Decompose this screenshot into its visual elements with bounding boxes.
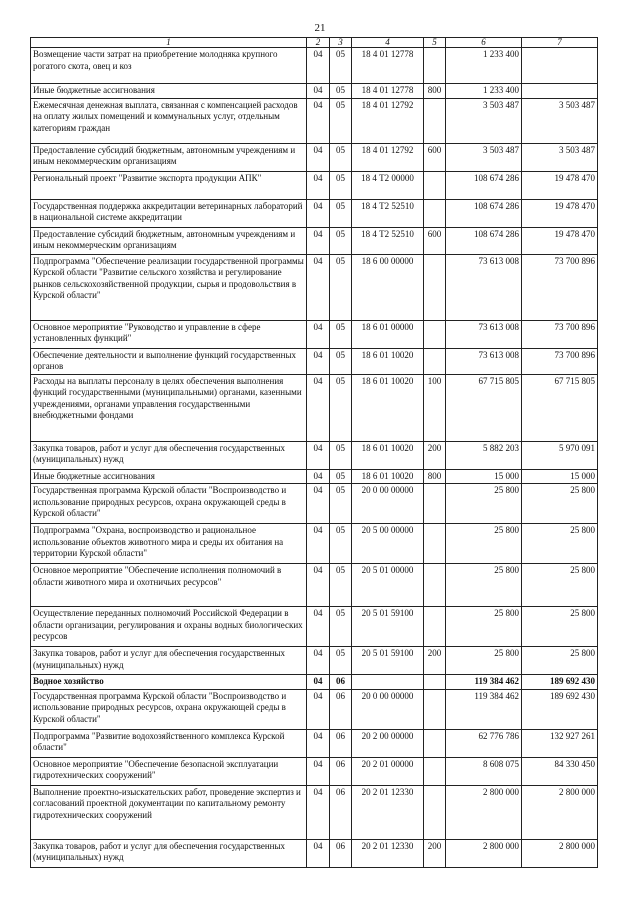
row-rz: 04 — [307, 143, 330, 171]
row-name: Государственная программа Курской области "Воспроизводство и использование природных ресурсов, охрана окружающей среды в Курской области" — [31, 484, 307, 524]
row-name: Подпрограмма "Охрана, воспроизводство и рациональное использование объектов животного мира и среды их обитания на территории Курской области" — [31, 524, 307, 564]
row-rz: 04 — [307, 199, 330, 227]
row-amount-2: 25 800 — [522, 484, 598, 524]
row-csr: 18 6 01 10020 — [352, 441, 424, 469]
row-amount-2: 73 700 896 — [522, 320, 598, 348]
row-rz: 04 — [307, 171, 330, 199]
row-name: Водное хозяйство — [31, 675, 307, 690]
table-row — [31, 607, 598, 647]
table-row — [31, 757, 598, 785]
row-amount-2: 19 478 470 — [522, 227, 598, 254]
row-name: Закупка товаров, работ и услуг для обеспечения государственных (муниципальных) нужд — [31, 839, 307, 867]
row-amount-1: 5 882 203 — [446, 441, 522, 469]
row-rz: 04 — [307, 469, 330, 484]
row-amount-1: 25 800 — [446, 647, 522, 675]
row-csr: 18 4 01 12792 — [352, 143, 424, 171]
row-name: Обеспечение деятельности и выполнение функций государственных органов — [31, 348, 307, 374]
row-pr: 05 — [330, 484, 352, 524]
row-vr — [424, 607, 446, 647]
row-csr: 18 6 01 10020 — [352, 469, 424, 484]
row-rz: 04 — [307, 348, 330, 374]
row-name: Иные бюджетные ассигнования — [31, 84, 307, 99]
row-pr: 05 — [330, 564, 352, 607]
table-row — [31, 729, 598, 757]
header-name: 1 — [31, 38, 307, 48]
row-amount-1: 67 715 805 — [446, 374, 522, 441]
row-amount-1: 73 613 008 — [446, 348, 522, 374]
row-amount-1: 3 503 487 — [446, 98, 522, 143]
row-amount-2: 189 692 430 — [522, 675, 598, 690]
row-csr: 20 5 01 00000 — [352, 564, 424, 607]
row-amount-1: 2 800 000 — [446, 785, 522, 839]
row-pr: 05 — [330, 374, 352, 441]
row-csr: 18 4 Т2 00000 — [352, 171, 424, 199]
row-amount-2: 3 503 487 — [522, 143, 598, 171]
row-amount-2: 73 700 896 — [522, 254, 598, 320]
row-name: Подпрограмма "Обеспечение реализации государственной программы Курской области "Развитие сельского хозяйства и регулирование рынков сельскохозяйственной продукции, сырья и продовольствия в Курской области" — [31, 254, 307, 320]
header-row — [31, 38, 598, 48]
row-pr: 06 — [330, 839, 352, 867]
row-name: Подпрограмма "Развитие водохозяйственного комплекса Курской области" — [31, 729, 307, 757]
row-pr: 05 — [330, 524, 352, 564]
row-pr: 05 — [330, 441, 352, 469]
row-vr — [424, 348, 446, 374]
row-csr: 18 6 00 00000 — [352, 254, 424, 320]
table-row — [31, 348, 598, 374]
header-csr: 4 — [352, 38, 424, 48]
table-row — [31, 675, 598, 690]
row-pr: 05 — [330, 254, 352, 320]
row-vr — [424, 675, 446, 690]
row-pr: 05 — [330, 320, 352, 348]
row-csr: 20 0 00 00000 — [352, 484, 424, 524]
row-pr: 06 — [330, 689, 352, 729]
row-name: Основное мероприятие "Руководство и управление в сфере установленных функций" — [31, 320, 307, 348]
row-csr: 20 2 00 00000 — [352, 729, 424, 757]
row-rz: 04 — [307, 48, 330, 84]
table-row — [31, 374, 598, 441]
row-amount-2: 25 800 — [522, 564, 598, 607]
row-pr: 05 — [330, 98, 352, 143]
row-amount-1: 8 608 075 — [446, 757, 522, 785]
row-pr: 05 — [330, 227, 352, 254]
row-name: Закупка товаров, работ и услуг для обеспечения государственных (муниципальных) нужд — [31, 441, 307, 469]
row-vr — [424, 729, 446, 757]
row-csr: 18 6 01 00000 — [352, 320, 424, 348]
row-name: Ежемесячная денежная выплата, связанная с компенсацией расходов на оплату жилых помещений и коммунальных услуг, отдельным категориям граждан — [31, 98, 307, 143]
table-row — [31, 98, 598, 143]
row-vr — [424, 689, 446, 729]
row-name: Государственная программа Курской области "Воспроизводство и использование природных ресурсов, охрана окружающей среды в Курской области" — [31, 689, 307, 729]
page-number: 21 — [314, 22, 326, 34]
row-amount-2: 189 692 430 — [522, 689, 598, 729]
row-rz: 04 — [307, 374, 330, 441]
header-amount-2: 7 — [522, 38, 598, 48]
row-amount-2: 2 800 000 — [522, 839, 598, 867]
row-csr: 20 2 01 12330 — [352, 839, 424, 867]
row-name: Региональный проект "Развитие экспорта продукции АПК" — [31, 171, 307, 199]
row-amount-2: 19 478 470 — [522, 171, 598, 199]
row-amount-1: 25 800 — [446, 564, 522, 607]
row-csr: 20 5 00 00000 — [352, 524, 424, 564]
row-csr: 20 0 00 00000 — [352, 689, 424, 729]
table-row — [31, 199, 598, 227]
table-row — [31, 48, 598, 84]
row-pr: 06 — [330, 785, 352, 839]
row-name: Расходы на выплаты персоналу в целях обеспечения выполнения функций государственными (муниципальными) органами, казенными учреждениями, органами управления государственными внебюджетными фондами — [31, 374, 307, 441]
row-amount-2: 132 927 261 — [522, 729, 598, 757]
row-pr: 05 — [330, 348, 352, 374]
row-pr: 06 — [330, 675, 352, 690]
row-vr: 200 — [424, 441, 446, 469]
row-csr: 18 6 01 10020 — [352, 348, 424, 374]
table-row — [31, 647, 598, 675]
row-amount-1: 108 674 286 — [446, 199, 522, 227]
table-row — [31, 785, 598, 839]
table-row — [31, 689, 598, 729]
row-amount-1: 73 613 008 — [446, 254, 522, 320]
row-vr: 600 — [424, 227, 446, 254]
row-vr — [424, 171, 446, 199]
row-rz: 04 — [307, 227, 330, 254]
row-csr: 18 4 01 12792 — [352, 98, 424, 143]
row-csr — [352, 675, 424, 690]
row-rz: 04 — [307, 607, 330, 647]
row-rz: 04 — [307, 647, 330, 675]
row-vr: 800 — [424, 469, 446, 484]
row-csr: 20 5 01 59100 — [352, 607, 424, 647]
row-amount-2: 25 800 — [522, 524, 598, 564]
table-row — [31, 524, 598, 564]
table-row — [31, 84, 598, 99]
row-pr: 05 — [330, 199, 352, 227]
row-vr — [424, 98, 446, 143]
row-amount-1: 73 613 008 — [446, 320, 522, 348]
row-vr — [424, 785, 446, 839]
header-vr: 5 — [424, 38, 446, 48]
row-amount-2: 73 700 896 — [522, 348, 598, 374]
row-amount-1: 108 674 286 — [446, 171, 522, 199]
row-amount-1: 2 800 000 — [446, 839, 522, 867]
table-row — [31, 484, 598, 524]
row-rz: 04 — [307, 839, 330, 867]
row-pr: 06 — [330, 757, 352, 785]
row-rz: 04 — [307, 757, 330, 785]
row-name: Выполнение проектно-изыскательских работ, проведение экспертиз и согласований проектной документации по капитальному ремонту гидротехнических сооружений — [31, 785, 307, 839]
table-row — [31, 171, 598, 199]
table-row — [31, 143, 598, 171]
row-vr — [424, 199, 446, 227]
row-vr — [424, 757, 446, 785]
table-row — [31, 469, 598, 484]
row-name: Возмещение части затрат на приобретение молодняка крупного рогатого скота, овец и коз — [31, 48, 307, 84]
row-amount-1: 1 233 400 — [446, 48, 522, 84]
row-amount-1: 15 000 — [446, 469, 522, 484]
row-amount-2: 15 000 — [522, 469, 598, 484]
row-csr: 20 5 01 59100 — [352, 647, 424, 675]
row-rz: 04 — [307, 98, 330, 143]
row-rz: 04 — [307, 254, 330, 320]
row-amount-2 — [522, 48, 598, 84]
row-amount-1: 25 800 — [446, 607, 522, 647]
row-vr: 200 — [424, 647, 446, 675]
table-row — [31, 839, 598, 867]
row-amount-2 — [522, 84, 598, 99]
row-pr: 05 — [330, 607, 352, 647]
row-vr — [424, 48, 446, 84]
row-rz: 04 — [307, 564, 330, 607]
row-name: Государственная поддержка аккредитации ветеринарных лабораторий в национальной системе аккредитации — [31, 199, 307, 227]
row-name: Закупка товаров, работ и услуг для обеспечения государственных (муниципальных) нужд — [31, 647, 307, 675]
row-amount-1: 119 384 462 — [446, 675, 522, 690]
row-vr: 600 — [424, 143, 446, 171]
row-pr: 05 — [330, 171, 352, 199]
row-name: Основное мероприятие "Обеспечение безопасной эксплуатации гидротехнических сооружений" — [31, 757, 307, 785]
row-csr: 18 4 Т2 52510 — [352, 199, 424, 227]
table-row — [31, 320, 598, 348]
row-amount-1: 3 503 487 — [446, 143, 522, 171]
row-rz: 04 — [307, 84, 330, 99]
row-rz: 04 — [307, 441, 330, 469]
row-csr: 18 4 01 12778 — [352, 84, 424, 99]
row-amount-2: 25 800 — [522, 607, 598, 647]
row-rz: 04 — [307, 729, 330, 757]
row-amount-2: 19 478 470 — [522, 199, 598, 227]
header-rz: 2 — [307, 38, 330, 48]
budget-table — [30, 37, 598, 868]
row-amount-1: 25 800 — [446, 484, 522, 524]
row-vr: 200 — [424, 839, 446, 867]
row-csr: 18 4 01 12778 — [352, 48, 424, 84]
row-amount-2: 5 970 091 — [522, 441, 598, 469]
row-name: Иные бюджетные ассигнования — [31, 469, 307, 484]
row-amount-1: 108 674 286 — [446, 227, 522, 254]
header-pr: 3 — [330, 38, 352, 48]
row-vr — [424, 484, 446, 524]
row-name: Предоставление субсидий бюджетным, автономным учреждениям и иным некоммерческим организациям — [31, 143, 307, 171]
row-vr — [424, 564, 446, 607]
row-amount-2: 67 715 805 — [522, 374, 598, 441]
row-vr — [424, 320, 446, 348]
row-csr: 20 2 01 12330 — [352, 785, 424, 839]
row-vr — [424, 254, 446, 320]
row-pr: 05 — [330, 48, 352, 84]
row-name: Предоставление субсидий бюджетным, автономным учреждениям и иным некоммерческим организациям — [31, 227, 307, 254]
row-name: Осуществление переданных полномочий Российской Федерации в области организации, регулирования и охраны водных биологических ресурсов — [31, 607, 307, 647]
row-amount-2: 84 330 450 — [522, 757, 598, 785]
row-csr: 20 2 01 00000 — [352, 757, 424, 785]
row-pr: 05 — [330, 469, 352, 484]
table-row — [31, 254, 598, 320]
row-amount-1: 25 800 — [446, 524, 522, 564]
row-rz: 04 — [307, 320, 330, 348]
row-name: Основное мероприятие "Обеспечение исполнения полномочий в области животного мира и охотничьих ресурсов" — [31, 564, 307, 607]
row-vr: 800 — [424, 84, 446, 99]
row-pr: 06 — [330, 729, 352, 757]
row-vr — [424, 524, 446, 564]
row-amount-1: 62 776 786 — [446, 729, 522, 757]
row-amount-1: 119 384 462 — [446, 689, 522, 729]
row-rz: 04 — [307, 484, 330, 524]
row-amount-2: 25 800 — [522, 647, 598, 675]
row-amount-2: 3 503 487 — [522, 98, 598, 143]
row-amount-1: 1 233 400 — [446, 84, 522, 99]
row-rz: 04 — [307, 675, 330, 690]
table-row — [31, 227, 598, 254]
row-csr: 18 4 Т2 52510 — [352, 227, 424, 254]
row-rz: 04 — [307, 689, 330, 729]
row-csr: 18 6 01 10020 — [352, 374, 424, 441]
table-row — [31, 441, 598, 469]
row-vr: 100 — [424, 374, 446, 441]
row-rz: 04 — [307, 785, 330, 839]
table-row — [31, 564, 598, 607]
row-pr: 05 — [330, 84, 352, 99]
row-pr: 05 — [330, 143, 352, 171]
row-pr: 05 — [330, 647, 352, 675]
row-amount-2: 2 800 000 — [522, 785, 598, 839]
row-rz: 04 — [307, 524, 330, 564]
header-amount-1: 6 — [446, 38, 522, 48]
